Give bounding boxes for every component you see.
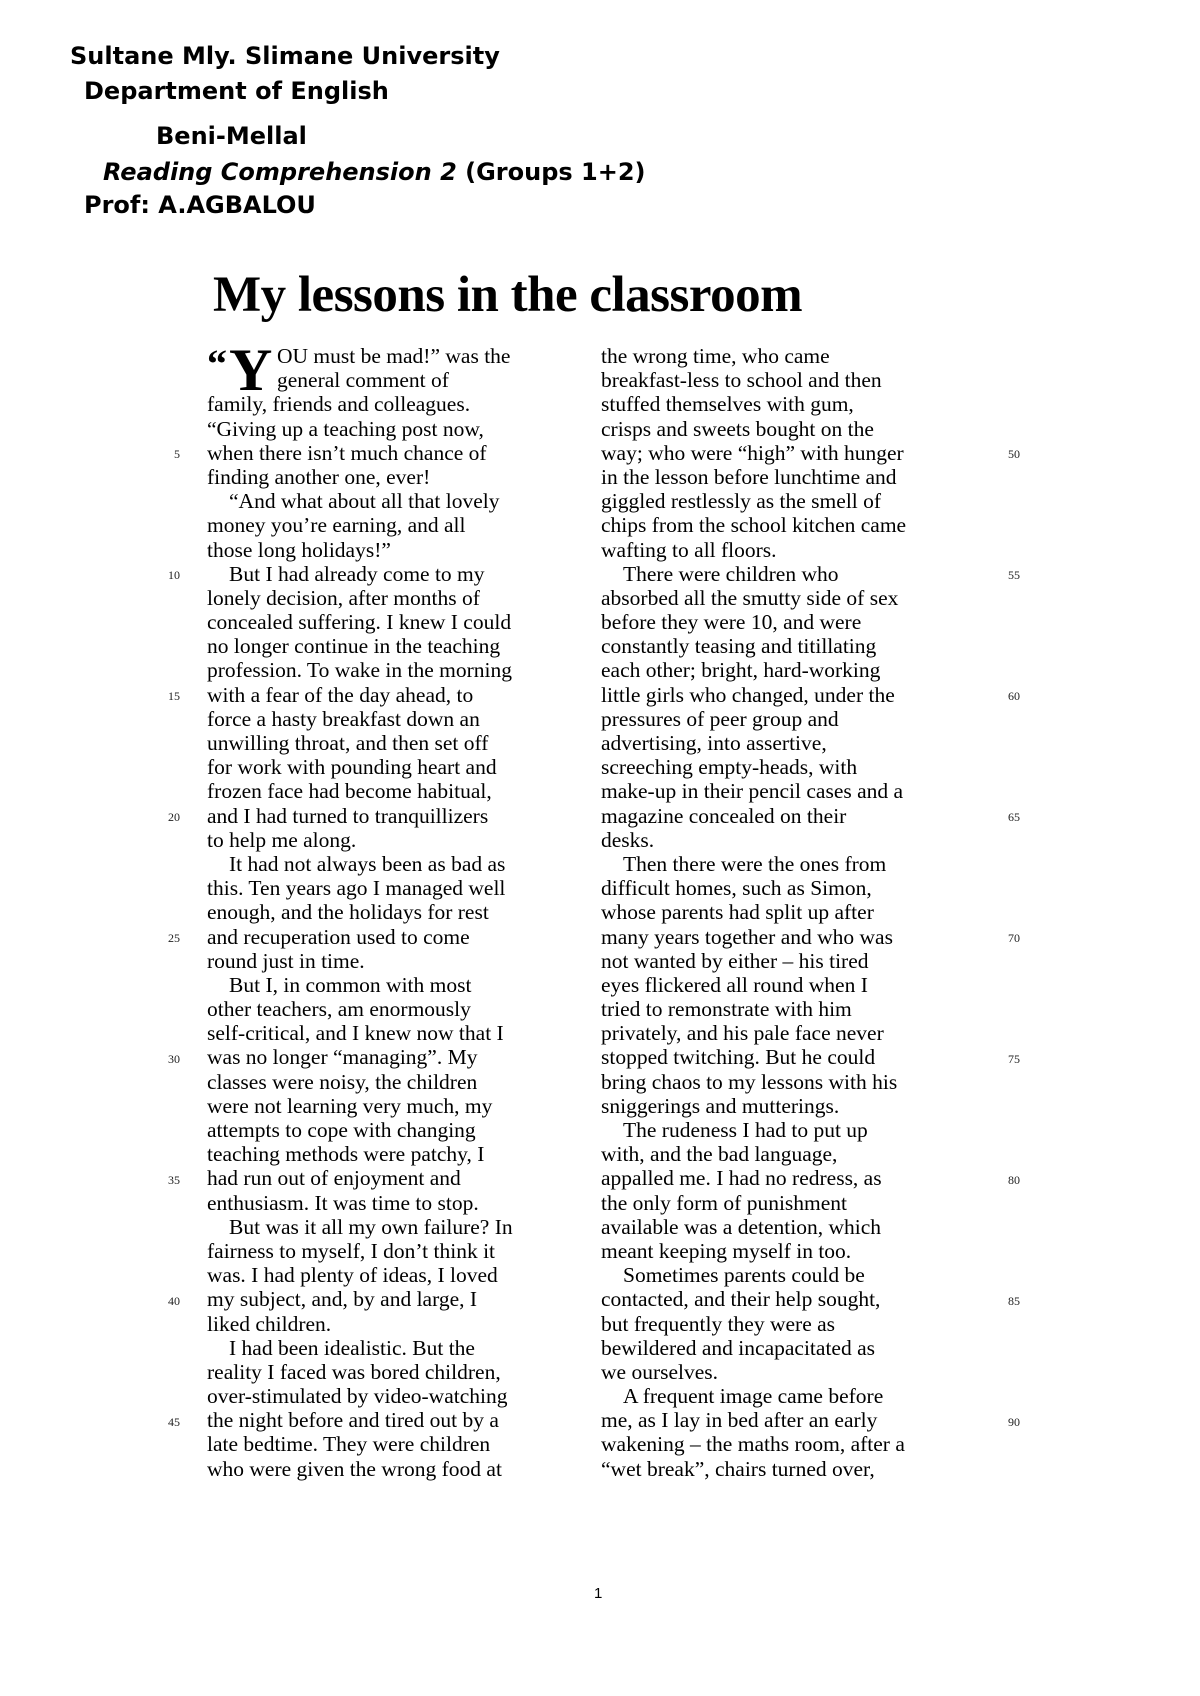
article-line: had run out of enjoyment and [207,1166,461,1191]
article-line: profession. To wake in the morning [207,658,513,683]
line-number: 15 [168,688,180,703]
article-line: meant keeping myself in too. [601,1238,852,1263]
article-column-left [207,344,582,1481]
article-line: OU must be mad!” was the [277,344,511,368]
line-number: 5 [174,446,180,461]
article-line: for work with pounding heart and [207,755,497,780]
line-number: 50 [1008,446,1020,461]
article-line: crisps and sweets bought on the [601,416,874,441]
article-line: in the lesson before lunchtime and [601,464,897,489]
article-line: whose parents had split up after [601,900,874,925]
article-line: eyes flickered all round when I [601,972,868,997]
article-line: reality I faced was bored children, [207,1359,501,1384]
line-number: 80 [1008,1172,1020,1187]
page-number: 1 [594,1585,603,1602]
course-groups: (Groups 1+2) [456,158,646,186]
article-line: giggled restlessly as the smell of [601,489,882,514]
article-line: There were children who [623,561,839,586]
article-line: lonely decision, after months of [207,585,480,610]
line-number: 40 [168,1293,180,1308]
article-line: when there isn’t much chance of [207,440,487,465]
article-line: Sometimes parents could be [623,1263,865,1288]
article-line: wafting to all floors. [601,537,777,562]
article-line: round just in time. [207,948,365,973]
article-line: absorbed all the smutty side of sex [601,585,899,610]
article-line: make-up in their pencil cases and a [601,779,904,804]
article-line: me, as I lay in bed after an early [601,1408,878,1433]
article-line: self-critical, and I knew now that I [207,1021,504,1046]
article-line: bewildered and incapacitated as [601,1335,875,1360]
article-line: pressures of peer group and [601,706,839,731]
article-line: stuffed themselves with gum, [601,392,854,417]
article-line: classes were noisy, the children [207,1069,478,1094]
line-number: 85 [1008,1293,1020,1308]
article-line: and I had turned to tranquillizers [207,803,489,828]
article-line: I had been idealistic. But the [229,1335,475,1360]
line-number: 65 [1008,809,1020,824]
article-line: privately, and his pale face never [601,1021,884,1046]
article-line: many years together and who was [601,924,893,949]
article-line: no longer continue in the teaching [207,634,501,659]
article-line: enough, and the holidays for rest [207,900,489,925]
line-number: 60 [1008,688,1020,703]
article-title: My lessons in the classroom [213,267,803,323]
article-line: contacted, and their help sought, [601,1287,881,1312]
article-line: attempts to cope with changing [207,1118,476,1142]
line-number: 55 [1008,567,1020,582]
article-line: fairness to myself, I don’t think it [207,1238,496,1263]
article-line: breakfast-less to school and then [601,368,882,393]
department-name: Department of English [84,77,389,105]
article-line: tried to remonstrate with him [601,997,852,1022]
article-line: enthusiasm. It was time to stop. [207,1190,479,1215]
article-line: the wrong time, who came [601,344,830,368]
article-line: money you’re earning, and all [207,513,466,538]
article-line: difficult homes, such as Simon, [601,876,872,901]
article-line: The rudeness I had to put up [623,1118,868,1142]
article-line: to help me along. [207,827,357,852]
article-line: over-stimulated by video-watching [207,1384,508,1409]
university-name: Sultane Mly. Slimane University [70,42,500,70]
article-column-right [601,344,991,1481]
article-line: the night before and tired out by a [207,1408,499,1433]
article-line: screeching empty-heads, with [601,755,858,780]
city-name: Beni-Mellal [156,122,307,150]
article-line: available was a detention, which [601,1214,881,1239]
article-line: but frequently they were as [601,1311,836,1336]
article-line: and recuperation used to come [207,924,470,949]
article-line: each other; bright, hard-working [601,658,881,683]
article-line: this. Ten years ago I managed well [207,876,506,901]
line-number: 75 [1008,1051,1020,1066]
article-line: liked children. [207,1311,332,1336]
article-line: stopped twitching. But he could [601,1045,876,1070]
line-number: 20 [168,809,180,824]
line-number: 90 [1008,1414,1020,1429]
article-line: sniggerings and mutterings. [601,1093,840,1118]
article-line: appalled me. I had no redress, as [601,1166,882,1191]
article-line: little girls who changed, under the [601,682,895,707]
line-number: 25 [168,930,180,945]
article-line: my subject, and, by and large, I [207,1287,478,1312]
article-line: A frequent image came before [623,1384,884,1409]
line-number: 10 [168,567,180,582]
article-line: finding another one, ever! [207,464,431,489]
article-line: wakening – the maths room, after a [601,1432,905,1457]
article-line: chips from the school kitchen came [601,513,907,538]
drop-cap-quote: “ [207,341,227,386]
article-line: were not learning very much, my [207,1093,493,1118]
article-line: before they were 10, and were [601,610,862,635]
article-line: was no longer “managing”. My [207,1045,478,1070]
line-number: 45 [168,1414,180,1429]
article-line: with, and the bad language, [601,1142,838,1167]
article-line: But was it all my own failure? In [229,1214,513,1239]
article-line: who were given the wrong food at [207,1456,502,1481]
course-title: Reading Comprehension 2 [103,158,457,186]
article-line: desks. [601,827,655,852]
article-line: constantly teasing and titillating [601,634,877,659]
article-line: other teachers, am enormously [207,997,471,1022]
article-line: we ourselves. [601,1359,719,1384]
article-line: magazine concealed on their [601,803,847,828]
article-line: teaching methods were patchy, I [207,1142,485,1167]
article-line: Then there were the ones from [623,851,887,876]
article-line: bring chaos to my lessons with his [601,1069,898,1094]
article-line: It had not always been as bad as [229,851,506,876]
line-number: 70 [1008,930,1020,945]
article-line: “And what about all that lovely [229,489,500,514]
line-number: 30 [168,1051,180,1066]
article-line: But I, in common with most [229,972,472,997]
article-line: those long holidays!” [207,537,391,562]
article-line: concealed suffering. I knew I could [207,610,512,635]
article-line: force a hasty breakfast down an [207,706,480,731]
article-line: “Giving up a teaching post now, [207,416,484,441]
article-line: with a fear of the day ahead, to [207,682,474,707]
article-line: family, friends and colleagues. [207,392,471,417]
line-number: 35 [168,1172,180,1187]
article-line: late bedtime. They were children [207,1432,491,1457]
article-line: way; who were “high” with hunger [601,440,904,465]
article-line: advertising, into assertive, [601,731,827,755]
article-line: general comment of [277,368,449,393]
article-line: the only form of punishment [601,1190,848,1215]
article-line: was. I had plenty of ideas, I loved [207,1263,498,1288]
article-line: unwilling throat, and then set off [207,731,489,755]
article-line: But I had already come to my [229,561,485,586]
professor-name: Prof: A.AGBALOU [84,191,316,219]
article-line: “wet break”, chairs turned over, [601,1456,875,1481]
course-line [103,160,646,184]
article-line: frozen face had become habitual, [207,779,492,804]
article-line: not wanted by either – his tired [601,948,869,973]
drop-cap-letter: Y [229,337,273,403]
